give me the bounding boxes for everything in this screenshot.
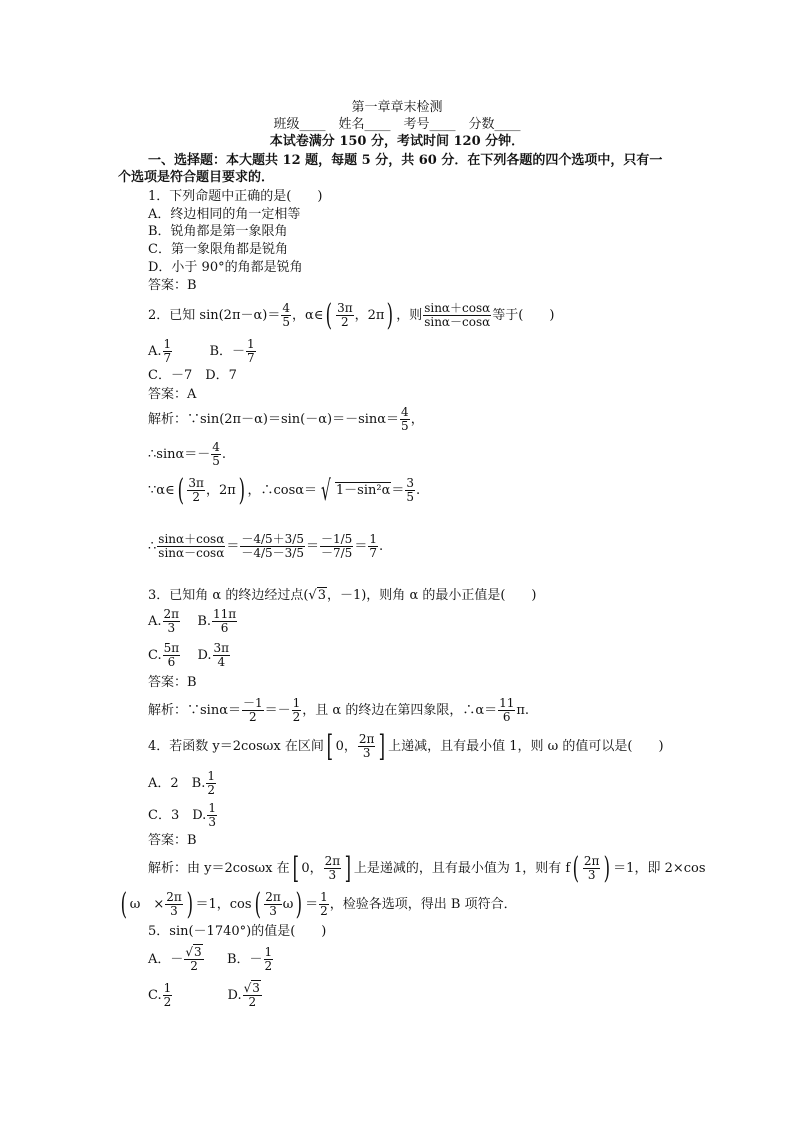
q2-solution-line4: ∴ $\frac{\sin\alpha+\cos\alpha}{\sin\alpha-\cos\alpha}$ ＝ $\frac{-4/5+3/5}{-4/5-3/5}$ ＝ $\frac{-1/5}{-7/5}$ ＝ $\frac{1}{7}$ . [148,532,384,560]
q1-option-a: A．终边相同的角一定相等 [148,207,301,222]
q1-option-d: D．小于 90°的角都是锐角 [148,260,303,275]
q2-options-ab: A. $\frac{1}{7}$ B．－ $\frac{1}{7}$ [148,337,255,365]
q3-stem: 3．已知角 α 的终边经过点(√3，－1)，则角 α 的最小正值是( ) [148,588,537,603]
q2-solution-line1: 解析：∵sin(2π－α)＝sin(－α)＝－sinα＝ $\frac{4}{5}$ ， [148,405,424,433]
q2-stem: 2．已知 sin(2π－α)＝ $\frac{4}{5}$ ，α∈( $\frac{3\pi}{2}$ ，2π) ，则 $\frac{\sin\alpha+\cos\alpha}{\sin\alpha-\cos\alpha}$ 等于( ) [148,297,555,333]
q1-answer: 答案：B [148,278,197,293]
q3-options-cd: C. $\frac{5\pi}{6}$ D. $\frac{3\pi}{4}$ [148,641,230,669]
q2-solution-line3: ∵α∈( $\frac{3\pi}{2}$ ，2π) ，∴cosα＝ √ 1－sin²α＝ $\frac{3}{5}$ . [148,472,421,508]
q1-option-c: C．第一象限角都是锐角 [148,242,288,257]
q3-options-ab: A. $\frac{2\pi}{3}$ B. $\frac{11\pi}{6}$ [148,607,237,635]
section-intro-line2: 个选项是符合题目要求的． [118,170,275,185]
q5-options-ab: A．－ $\frac{√3}{2}$ B．－ $\frac{1}{2}$ [148,945,273,973]
q2-frac-expression: $\frac{\sin\alpha+\cos\alpha}{\sin\alpha-\cos\alpha}$ [424,301,491,329]
page-title: 第一章章末检测 [351,100,443,115]
q4-solution-line1: 解析：由 y＝2cosωx 在[ 0， $\frac{2\pi}{3}$ ] 上是递减的，且有最小值为 1，则有 f( $\frac{2\pi}{3}$ ) ＝1，即 2×cos [148,850,706,886]
q2-frac-3pi-2: $\frac{3\pi}{2}$ [337,301,353,329]
q2-frac-4-5: $\frac{4}{5}$ [282,301,290,329]
q4-answer: 答案：B [148,833,197,848]
q5-stem: 5．sin(－1740°)的值是( ) [148,924,327,939]
q4-stem: 4．若函数 y＝2cosωx 在区间[ 0， $\frac{2\pi}{3}$ ] 上递减，且有最小值 1，则 ω 的值可以是( ) [148,728,664,764]
section-intro-line1: 一、选择题：本大题共 12 题，每题 5 分，共 60 分．在下列各题的四个选项中，只有一 [148,153,663,168]
q2-answer: 答案：A [148,387,197,402]
q1-option-b: B．锐角都是第一象限角 [148,224,288,239]
q4-options-cd: C．3 D. $\frac{1}{3}$ [148,801,216,829]
q5-options-cd: C. $\frac{1}{2}$ D. $\frac{√3}{2}$ [148,981,260,1009]
q1-stem: 1．下列命题中正确的是( ) [148,189,323,204]
q4-solution-line2: ( ω × $\frac{2\pi}{3}$ ) ＝1，cos( $\frac{2\pi}{3}$ ω) ＝ $\frac{1}{2}$ ，检验各选项，得出 B 项符合． [120,886,517,922]
exam-note: 本试卷满分 150 分，考试时间 120 分钟． [269,134,525,149]
q2-options-cd: C．－7 D．7 [148,368,237,383]
student-info-line: 班级____ 姓名____ 考号____ 分数____ [273,117,521,132]
q4-options-ab: A．2 B. $\frac{1}{2}$ [148,769,215,797]
q2-solution-line2: ∴sinα＝－ $\frac{4}{5}$ . [148,440,227,468]
q3-answer: 答案：B [148,675,197,690]
q3-solution: 解析：∵sinα＝ $\frac{-1}{2}$ ＝－ $\frac{1}{2}$ ，且 α 的终边在第四象限，∴α＝ $\frac{11}{6}$ π. [148,696,530,724]
